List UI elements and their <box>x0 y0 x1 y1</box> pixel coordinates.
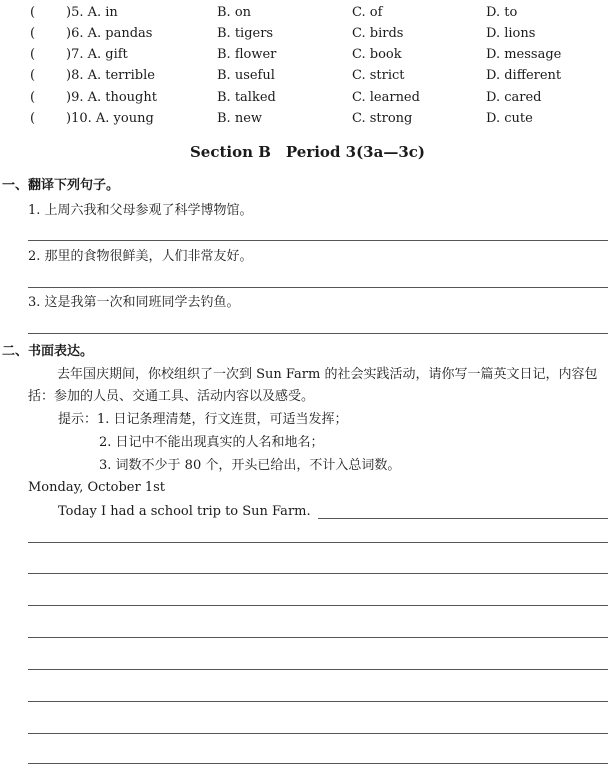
writing-line[interactable] <box>28 573 608 574</box>
option-b: B. useful <box>217 68 275 83</box>
option-d: D. lions <box>486 26 536 41</box>
answer-blank[interactable]: ( <box>30 90 36 105</box>
answer-line[interactable] <box>28 333 608 334</box>
option-d: D. message <box>486 47 562 62</box>
answer-blank[interactable]: ( <box>30 47 36 62</box>
answer-blank[interactable]: ( <box>30 111 36 126</box>
section-title: Section B Period 3(3a—3c) <box>189 143 426 161</box>
writing-line[interactable] <box>318 518 608 519</box>
option-c: C. strong <box>352 111 413 126</box>
mc-row <box>0 88 615 108</box>
option-c: C. learned <box>352 90 420 105</box>
answer-blank[interactable]: ( <box>30 68 36 83</box>
writing-line[interactable] <box>28 763 608 764</box>
option-b: B. talked <box>217 90 276 105</box>
option-b: B. flower <box>217 47 277 62</box>
mc-row <box>0 45 615 65</box>
option-a: )5. A. in <box>66 5 118 20</box>
answer-blank[interactable]: ( <box>30 5 36 20</box>
option-c: C. book <box>352 47 402 62</box>
option-d: D. to <box>486 5 518 20</box>
option-d: D. cute <box>486 111 533 126</box>
option-c: C. strict <box>352 68 405 83</box>
tip-1: 提示：1. 日记条理清楚，行文连贯，可适当发挥； <box>58 412 348 427</box>
part2-heading: 二、书面表达。 <box>2 344 94 359</box>
translate-sentence-1: 1. 上周六我和父母参观了科学博物馆。 <box>28 203 253 218</box>
option-a: )7. A. gift <box>66 47 128 62</box>
mc-row <box>0 24 615 44</box>
writing-prompt: 去年国庆期间，你校组织了一次到 Sun Farm 的社会实践活动，请你写一篇英文日记，内容包括：参加的人员、交通工具、活动内容以及感受。 <box>28 367 598 404</box>
option-b: B. tigers <box>217 26 274 41</box>
writing-line[interactable] <box>28 605 608 606</box>
writing-line[interactable] <box>28 669 608 670</box>
diary-opening: Today I had a school trip to Sun Farm. <box>58 504 311 519</box>
option-c: C. birds <box>352 26 404 41</box>
writing-line[interactable] <box>28 701 608 702</box>
tip-2: 2. 日记中不能出现真实的人名和地名； <box>99 435 324 450</box>
option-a: )9. A. thought <box>66 90 157 105</box>
writing-line[interactable] <box>28 637 608 638</box>
mc-row <box>0 109 615 129</box>
option-b: B. on <box>217 5 252 20</box>
mc-row <box>0 3 615 23</box>
option-b: B. new <box>217 111 263 126</box>
option-a: )10. A. young <box>66 111 154 126</box>
option-a: )8. A. terrible <box>66 68 155 83</box>
tip-3: 3. 词数不少于 80 个，开头已给出，不计入总词数。 <box>99 458 401 473</box>
mc-row <box>0 66 615 86</box>
writing-line[interactable] <box>28 542 608 543</box>
option-d: D. cared <box>486 90 542 105</box>
translate-sentence-2: 2. 那里的食物很鲜美，人们非常友好。 <box>28 249 253 264</box>
part1-heading: 一、翻译下列句子。 <box>2 178 120 193</box>
writing-line[interactable] <box>28 733 608 734</box>
answer-line[interactable] <box>28 240 608 241</box>
translate-sentence-3: 3. 这是我第一次和同班同学去钓鱼。 <box>28 295 240 310</box>
answer-line[interactable] <box>28 287 608 288</box>
option-a: )6. A. pandas <box>66 26 153 41</box>
diary-date: Monday, October 1st <box>28 480 165 495</box>
answer-blank[interactable]: ( <box>30 26 36 41</box>
option-c: C. of <box>352 5 383 20</box>
option-d: D. different <box>486 68 562 83</box>
